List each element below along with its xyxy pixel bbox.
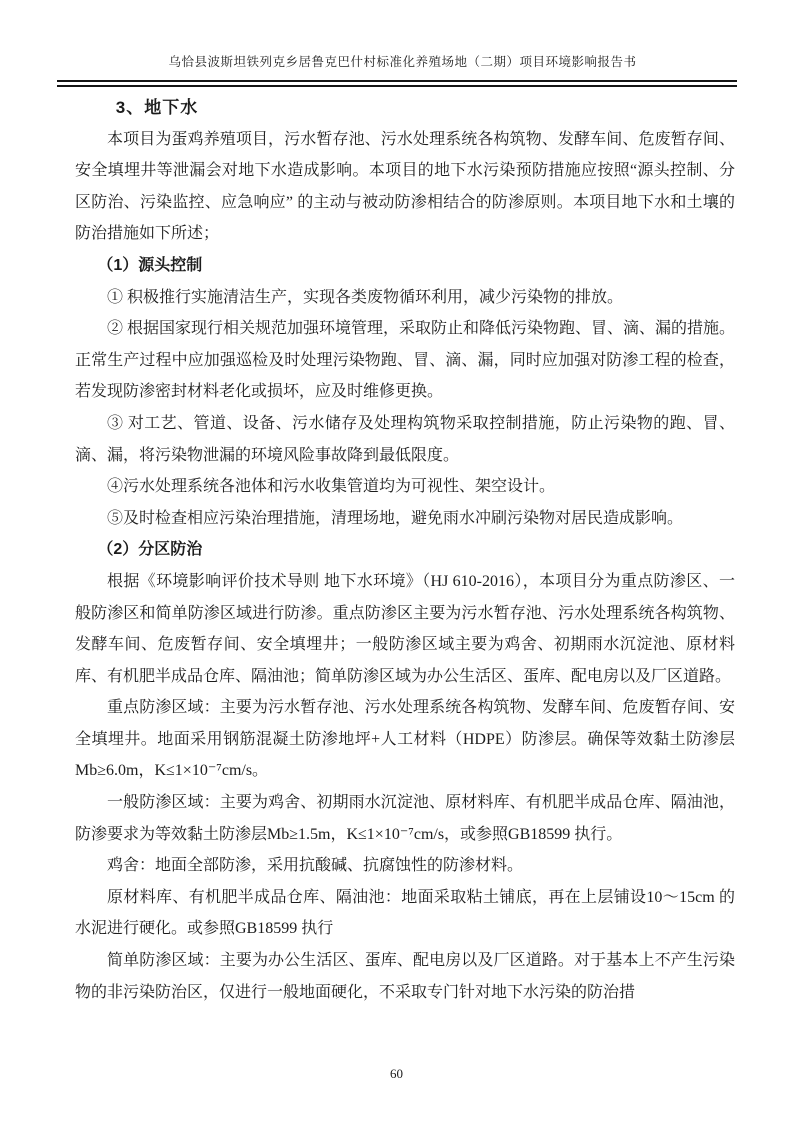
paragraph-henhouse: 鸡舍：地面全部防渗，采用抗酸碱、抗腐蚀性的防渗材料。: [107, 857, 524, 875]
paragraph-simple-zone: 简单防渗区域：主要为办公生活区、蛋库、配电房以及厂区道路。对于基本上不产生污染物的非污染防治区，仅进行一般地面硬化，不采取专门针对地下水污染的防治措: [75, 952, 735, 1001]
paragraph-key-zone: 重点防渗区域：主要为污水暂存池、污水处理系统各构筑物、发酵车间、危废暂存间、安全填埋井。地面采用钢筋混凝土防渗地坪+人工材料（HDPE）防渗层。确保等效黏土防渗层Mb≥6.0m，K≤1×10⁻⁷cm/s。: [75, 699, 735, 780]
page-header-title: 乌恰县波斯坦铁列克乡居鲁克巴什村标准化养殖场地（二期）项目环境影响报告书: [168, 55, 637, 69]
paragraph-item-4: ④污水处理系统各池体和污水收集管道均为可视性、架空设计。: [107, 478, 556, 496]
document-body: [75, 92, 735, 1008]
header-double-rule: [57, 80, 737, 87]
paragraph-item-2: ② 根据国家现行相关规范加强环境管理，采取防止和降低污染物跑、冒、滴、漏的措施。正常生产过程中应加强巡检及时处理污染物跑、冒、滴、漏，同时应加强对防渗工程的检查，若发现防渗密封材料老化或损坏，应及时维修更换。: [75, 320, 736, 401]
sub-heading-source-control: （1）源头控制: [97, 256, 203, 274]
section-heading: 3、地下水: [115, 98, 199, 117]
paragraph-item-5: ⑤及时检查相应污染治理措施，清理场地，避免雨水冲刷污染物对居民造成影响。: [107, 509, 684, 527]
paragraph-general-zone: 一般防渗区域：主要为鸡舍、初期雨水沉淀池、原材料库、有机肥半成品仓库、隔油池，防渗要求为等效黏土防渗层Mb≥1.5m，K≤1×10⁻⁷cm/s，或参照GB18599 执行。: [75, 794, 735, 843]
paragraph-item-3: ③ 对工艺、管道、设备、污水储存及处理构筑物采取控制措施，防止污染物的跑、冒、滴、漏，将污染物泄漏的环境风险事故降到最低限度。: [75, 414, 735, 464]
sub-heading-zone-control: （2）分区防治: [97, 541, 203, 559]
paragraph-warehouse: 原材料库、有机肥半成品仓库、隔油池：地面采取粘土铺底，再在上层铺设10～15cm 的水泥进行硬化。或参照GB18599 执行: [75, 888, 735, 938]
paragraph-intro: 本项目为蛋鸡养殖项目，污水暂存池、污水处理系统各构筑物、发酵车间、危废暂存间、安全填埋井等泄漏会对地下水造成影响。本项目的地下水污染预防措施应按照“源头控制、分区防治、污染监控、应急响应” 的主动与被动防渗相结合的防渗原则。本项目地下水和土壤的防治措施如下所述；: [75, 130, 735, 243]
paragraph-zoning: 根据《环境影响评价技术导则 地下水环境》（HJ 610-2016），本项目分为重点防渗区、一般防渗区和简单防渗区域进行防渗。重点防渗区主要为污水暂存池、污水处理系统各构筑物、发酵车间、危废暂存间、安全填埋井；一般防渗区域主要为鸡舍、初期雨水沉淀池、原材料库、有机肥半成品仓库、隔油池；简单防渗区域为办公生活区、蛋库、配电房以及厂区道路。: [75, 572, 735, 685]
paragraph-item-1: ① 积极推行实施清洁生产，实现各类废物循环利用，减少污染物的排放。: [107, 288, 624, 306]
page-number: 60: [390, 1066, 403, 1081]
